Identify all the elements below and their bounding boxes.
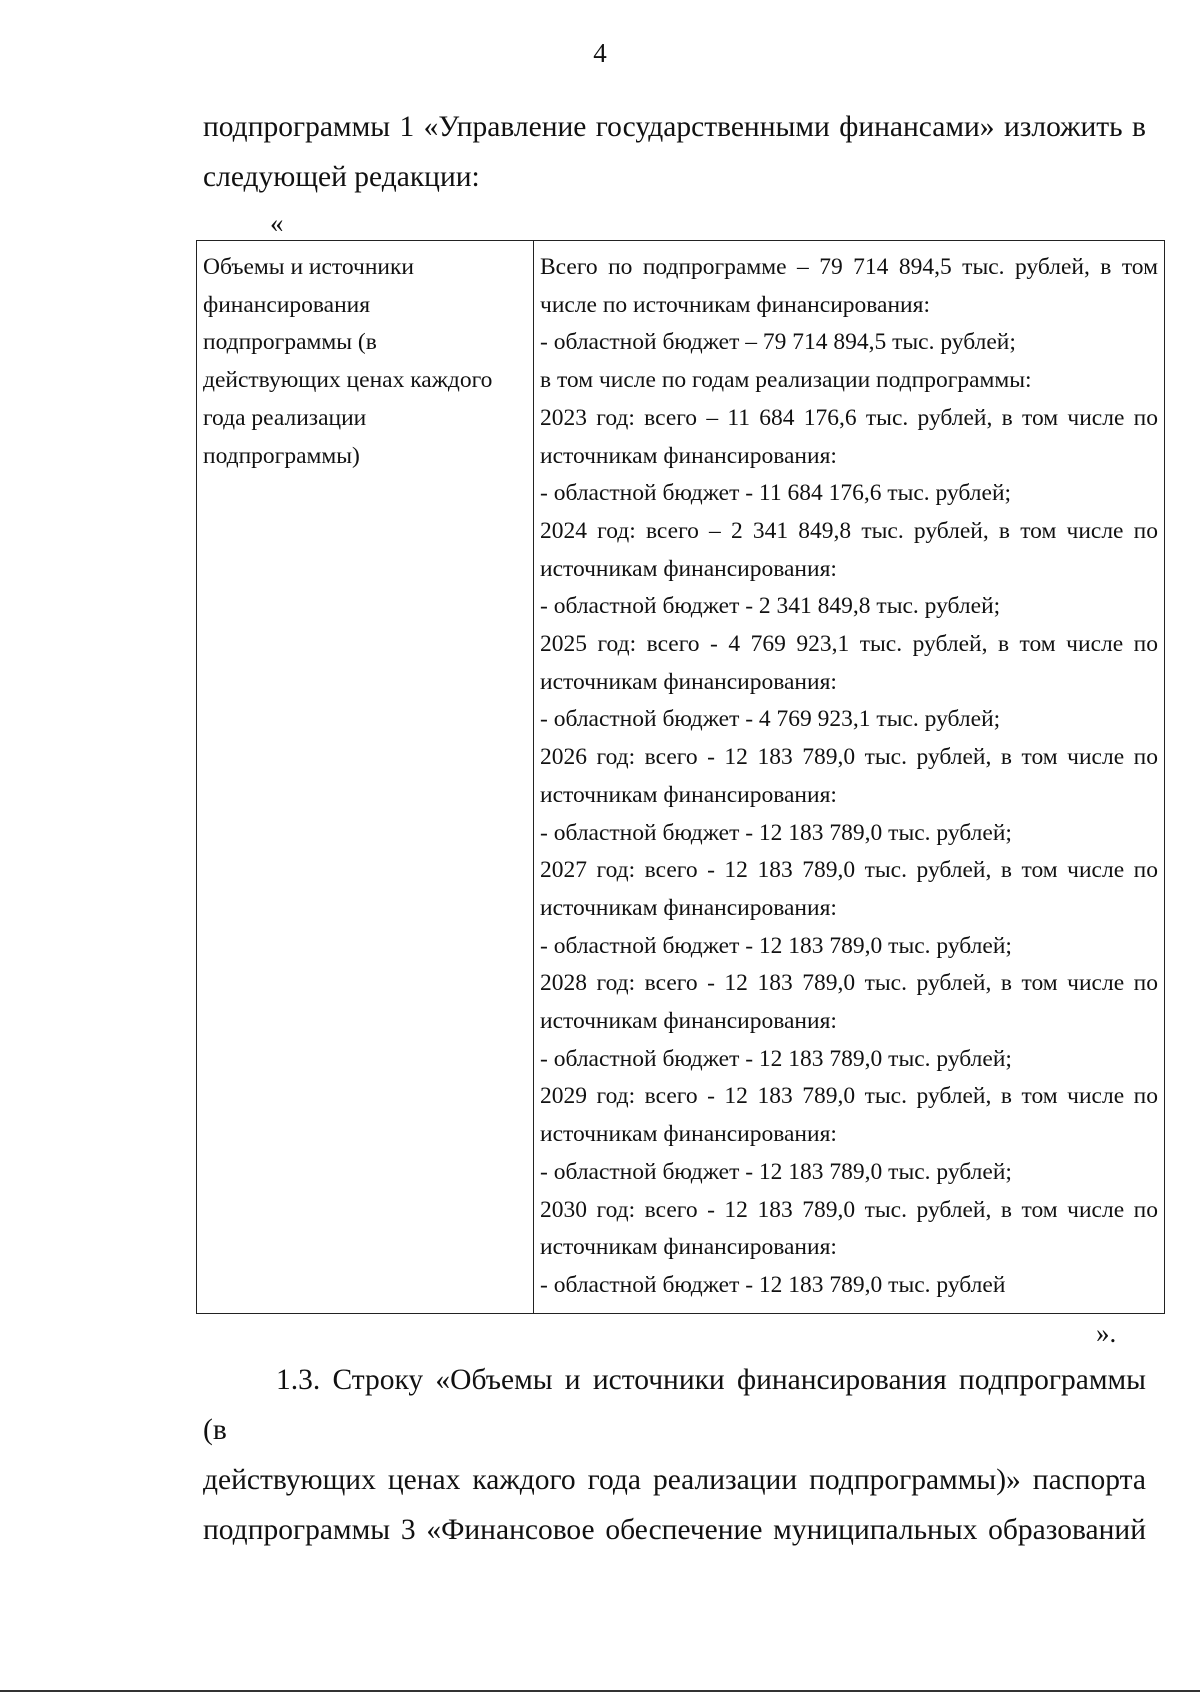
value-line: 2025 год: всего - 4 769 923,1 тыс. рублей, в том числе по xyxy=(540,631,1158,658)
section-1-3-paragraph xyxy=(203,1355,1146,1555)
section-1-3-line-3: подпрограммы 3 «Финансовое обеспечение муниципальных образований xyxy=(203,1514,1146,1546)
value-line: - областной бюджет - 4 769 923,1 тыс. рублей; xyxy=(540,706,1001,733)
value-line: источникам финансирования: xyxy=(540,1008,837,1035)
intro-line-2: следующей редакции: xyxy=(203,161,480,193)
value-line: 2029 год: всего - 12 183 789,0 тыс. рублей, в том числе по xyxy=(540,1083,1158,1110)
value-line: - областной бюджет - 2 341 849,8 тыс. рублей; xyxy=(540,593,1001,620)
value-line: - областной бюджет - 12 183 789,0 тыс. рублей; xyxy=(540,1045,1012,1072)
label-line: финансирования xyxy=(203,291,371,318)
value-line: источникам финансирования: xyxy=(540,1121,837,1148)
label-line: подпрограммы) xyxy=(203,442,360,469)
value-line: в том числе по годам реализации подпрограммы: xyxy=(540,367,1032,394)
value-line: числе по источникам финансирования: xyxy=(540,291,930,318)
value-line: - областной бюджет - 12 183 789,0 тыс. рублей; xyxy=(540,1158,1012,1185)
financing-table xyxy=(196,240,1165,1314)
value-line: источникам финансирования: xyxy=(540,442,837,469)
section-1-3-line-1: 1.3. Строку «Объемы и источники финансирования подпрограммы (в xyxy=(203,1364,1146,1446)
value-line: источникам финансирования: xyxy=(540,1234,837,1261)
value-line: источникам финансирования: xyxy=(540,894,837,921)
table-label-cell xyxy=(197,241,534,1314)
value-line: - областной бюджет – 79 714 894,5 тыс. рублей; xyxy=(540,329,1016,356)
value-line: Всего по подпрограмме – 79 714 894,5 тыс. рублей, в том xyxy=(540,254,1158,280)
value-line: 2023 год: всего – 11 684 176,6 тыс. рублей, в том числе по xyxy=(540,404,1158,431)
table-row xyxy=(197,241,1165,1314)
value-line: 2026 год: всего - 12 183 789,0 тыс. рублей, в том числе по xyxy=(540,744,1158,771)
value-cell-lines xyxy=(540,249,1158,1305)
closing-quote-mark: ». xyxy=(1096,1318,1117,1348)
value-line: источникам финансирования: xyxy=(540,781,837,808)
value-line: - областной бюджет - 12 183 789,0 тыс. рублей xyxy=(540,1271,1006,1298)
bottom-scan-edge xyxy=(0,1690,1200,1692)
label-line: подпрограммы (в xyxy=(203,329,377,356)
value-line: 2028 год: всего - 12 183 789,0 тыс. рублей, в том числе по xyxy=(540,970,1158,997)
value-line: 2030 год: всего - 12 183 789,0 тыс. рублей, в том числе по xyxy=(540,1196,1158,1223)
value-line: источникам финансирования: xyxy=(540,668,837,695)
value-line: источникам финансирования: xyxy=(540,555,837,582)
opening-quote-mark: « xyxy=(270,208,284,238)
value-line: - областной бюджет - 12 183 789,0 тыс. рублей; xyxy=(540,819,1012,846)
value-line: 2024 год: всего – 2 341 849,8 тыс. рублей, в том числе по xyxy=(540,517,1158,544)
label-line: действующих ценах каждого xyxy=(203,367,493,394)
section-1-3-line-2: действующих ценах каждого года реализации подпрограммы)» паспорта xyxy=(203,1464,1146,1496)
value-line: 2027 год: всего - 12 183 789,0 тыс. рублей, в том числе по xyxy=(540,857,1158,884)
page-number: 4 xyxy=(593,38,607,68)
intro-paragraph xyxy=(203,102,1146,202)
value-line: - областной бюджет - 12 183 789,0 тыс. рублей; xyxy=(540,932,1012,959)
label-cell-lines xyxy=(203,249,527,475)
value-line: - областной бюджет - 11 684 176,6 тыс. рублей; xyxy=(540,480,1012,507)
table-value-cell xyxy=(534,241,1165,1314)
intro-line-1: подпрограммы 1 «Управление государственными финансами» изложить в xyxy=(203,111,1146,143)
label-line: года реализации xyxy=(203,404,367,431)
label-line: Объемы и источники xyxy=(203,254,414,280)
